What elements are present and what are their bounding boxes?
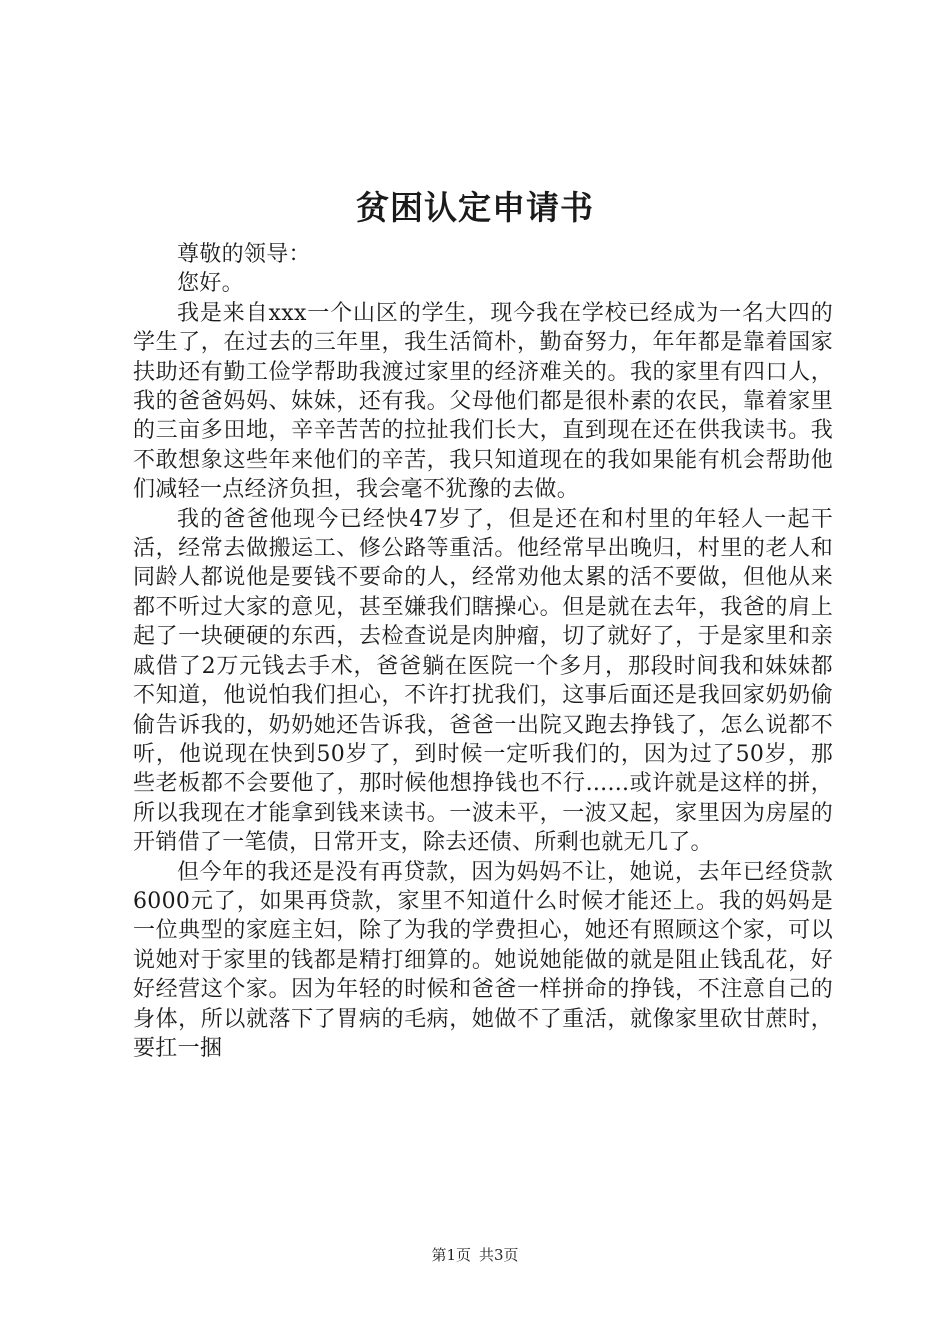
greeting: 您好。: [177, 271, 244, 297]
page-total: 共3页: [479, 1246, 519, 1264]
body-paragraph-3: 但今年的我还是没有再贷款，因为妈妈不让，她说，去年已经贷款6000元了，如果再贷款，家里不知道什么时候才能还上。我的妈妈是一位典型的家庭主妇，除了为我的学费担心，她还有照顾这个家，可以说她对于家里的钱都是精打细算的。她说她能做的就是阻止钱乱花，好好经营这个家。因为年轻的时候和爸爸一样拼命的挣钱，不注意自己的身体，所以就落下了胃病的毛病，她做不了重活，就像家里砍甘蔗时，要扛一捆: [133, 859, 833, 1061]
body-paragraph-1: 我是来自xxx一个山区的学生，现今我在学校已经成为一名大四的学生了，在过去的三年里，我生活简朴，勤奋努力，年年都是靠着国家扶助还有勤工俭学帮助我渡过家里的经济难关的。我的家里有四口人，我的爸爸妈妈、妹妹，还有我。父母他们都是很朴素的农民，靠着家里的三亩多田地，辛辛苦苦的拉扯我们长大，直到现在还在供我读书。我不敢想象这些年来他们的辛苦，我只知道现在的我如果能有机会帮助他们减轻一点经济负担，我会毫不犹豫的去做。: [133, 300, 833, 503]
page-number: 第1页: [431, 1246, 471, 1264]
page-footer: [0, 1245, 950, 1265]
body-paragraph-2: 我的爸爸他现今已经快47岁了，但是还在和村里的年轻人一起干活，经常去做搬运工、修公路等重活。他经常早出晚归，村里的老人和同龄人都说他是要钱不要命的人，经常劝他太累的活不要做，但他从来都不听过大家的意见，甚至嫌我们瞎操心。但是就在去年，我爸的肩上起了一块硬硬的东西，去检查说是肉肿瘤，切了就好了，于是家里和亲戚借了2万元钱去手术，爸爸躺在医院一个多月，那段时间我和妹妹都不知道，他说怕我们担心，不许打扰我们，这事后面还是我回家奶奶偷偷告诉我的，奶奶她还告诉我，爸爸一出院又跑去挣钱了，怎么说都不听，他说现在快到50岁了，到时候一定听我们的，因为过了50岁，那些老板都不会要他了，那时候他想挣钱也不行......或许就是这样的拼，所以我现在才能拿到钱来读书。一波未平，一波又起，家里因为房屋的开销借了一笔债，日常开支，除去还债、所剩也就无几了。: [133, 506, 833, 856]
document-body: [133, 240, 833, 1063]
document-title: 贫困认定申请书: [356, 188, 594, 227]
salutation: 尊敬的领导：: [177, 242, 311, 267]
